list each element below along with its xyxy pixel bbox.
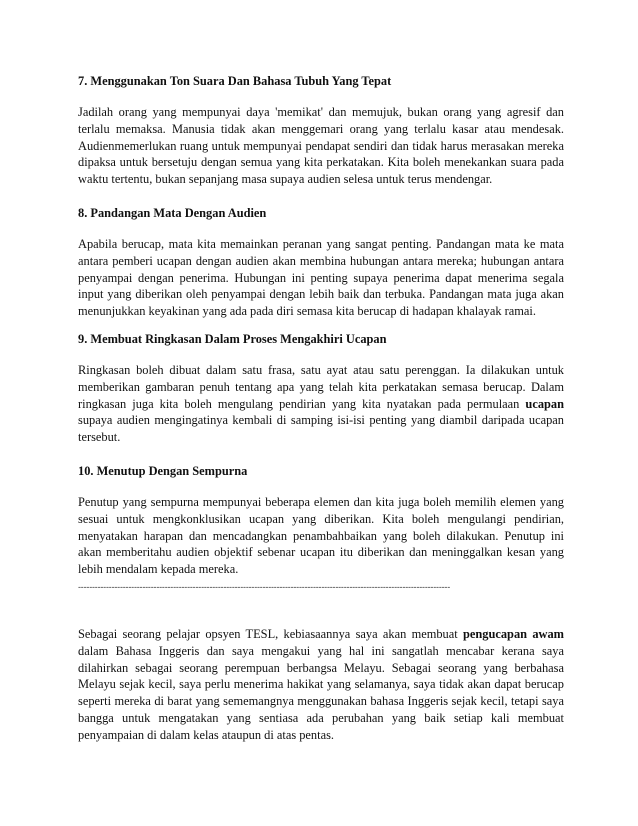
section-9 (78, 332, 564, 446)
section-heading: 10. Menutup Dengan Sempurna (78, 464, 248, 478)
section-heading: 9. Membuat Ringkasan Dalam Proses Mengakhiri Ucapan (78, 332, 387, 346)
paragraph-text: Sebagai seorang pelajar opsyen TESL, kebiasaannya saya akan membuat (78, 627, 463, 641)
paragraph-text: Ringkasan boleh dibuat dalam satu frasa, satu ayat atau satu perenggan. Ia dilakukan untuk memberikan gambaran penuh tentang apa yang telah kita perkatakan semasa berucap. Dalam ringkasan juga kita boleh mengulang pendirian yang kita nyatakan pada permulaan (78, 363, 564, 411)
section-paragraph (78, 362, 564, 446)
section-heading: 7. Menggunakan Ton Suara Dan Bahasa Tubuh Yang Tepat (78, 74, 392, 88)
paragraph-text: supaya audien mengingatinya kembali di samping isi-isi penting yang diambil daripada ucapan tersebut. (78, 413, 564, 445)
section-7 (78, 74, 564, 188)
section-10 (78, 464, 564, 578)
section-paragraph: Apabila berucap, mata kita memainkan peranan yang sangat penting. Pandangan mata ke mata antara pemberi ucapan dengan audien akan membina hubungan antara mereka; hubungan antara penyampai dengan penerima. Hubungan ini penting supaya penerima dapat menerima segala input yang diberikan oleh penyampai dengan lebih baik dan terbuka. Pandangan mata juga akan menunjukkan keyakinan yang ada pada diri semasa kita berucap di hadapan khalayak ramai. (78, 237, 564, 319)
section-heading: 8. Pandangan Mata Dengan Audien (78, 206, 267, 220)
dashed-separator: ------------------------------------------------------------------------------------------------------------------------------------- (78, 582, 451, 592)
section-paragraph: Jadilah orang yang mempunyai daya 'memikat' dan memujuk, bukan orang yang agresif dan terlalu memaksa. Manusia tidak akan menggemari orang yang terlalu kasar atau mendesak. Audienmemerlukan ruang untuk mempunyai pendapat sendiri dan tidak harus merasakan mereka dipaksa untuk bersetuju dengan semua yang kita perkatakan. Kita boleh menekankan suara pada waktu tertentu, bukan sepanjang masa supaya audien selesa untuk terus mendengar. (78, 105, 564, 187)
bold-term: ucapan (525, 396, 564, 411)
bold-term: pengucapan awam (462, 627, 564, 641)
paragraph-text: dalam Bahasa Inggeris dan saya mengakui yang hal ini sangatlah mencabar kerana saya dilahirkan sebagai seorang perempuan berbangsa Melayu. Sebagai seorang yang berbahasa Melayu sejak kecil, saya perlu menerima hakikat yang selamanya, saya tidak akan dapat berucap seperti mereka di barat yang sememangnya menggunakan bahasa Inggeris sejak kecil, tetapi saya bangga untuk mengatakan yang sentiasa ada perubahan yang baik setiap kali membuat penyampaian di dalam kelas ataupun di atas pentas. (78, 643, 564, 742)
section-8 (78, 206, 564, 320)
closing-section (78, 626, 564, 744)
section-paragraph: Penutup yang sempurna mempunyai beberapa elemen dan kita juga boleh memilih elemen yang sesuai untuk mengkonklusikan ucapan yang diberikan. Kita boleh mengulangi pendirian, menyatakan harapan dan mencadangkan penambahbaikan yang boleh dilakukan. Penutup ini akan memberitahu audien objektif sebenar ucapan itu diberikan dan meninggalkan kesan yang lebih mendalam kepada mereka. (78, 495, 564, 577)
closing-paragraph (78, 626, 564, 744)
